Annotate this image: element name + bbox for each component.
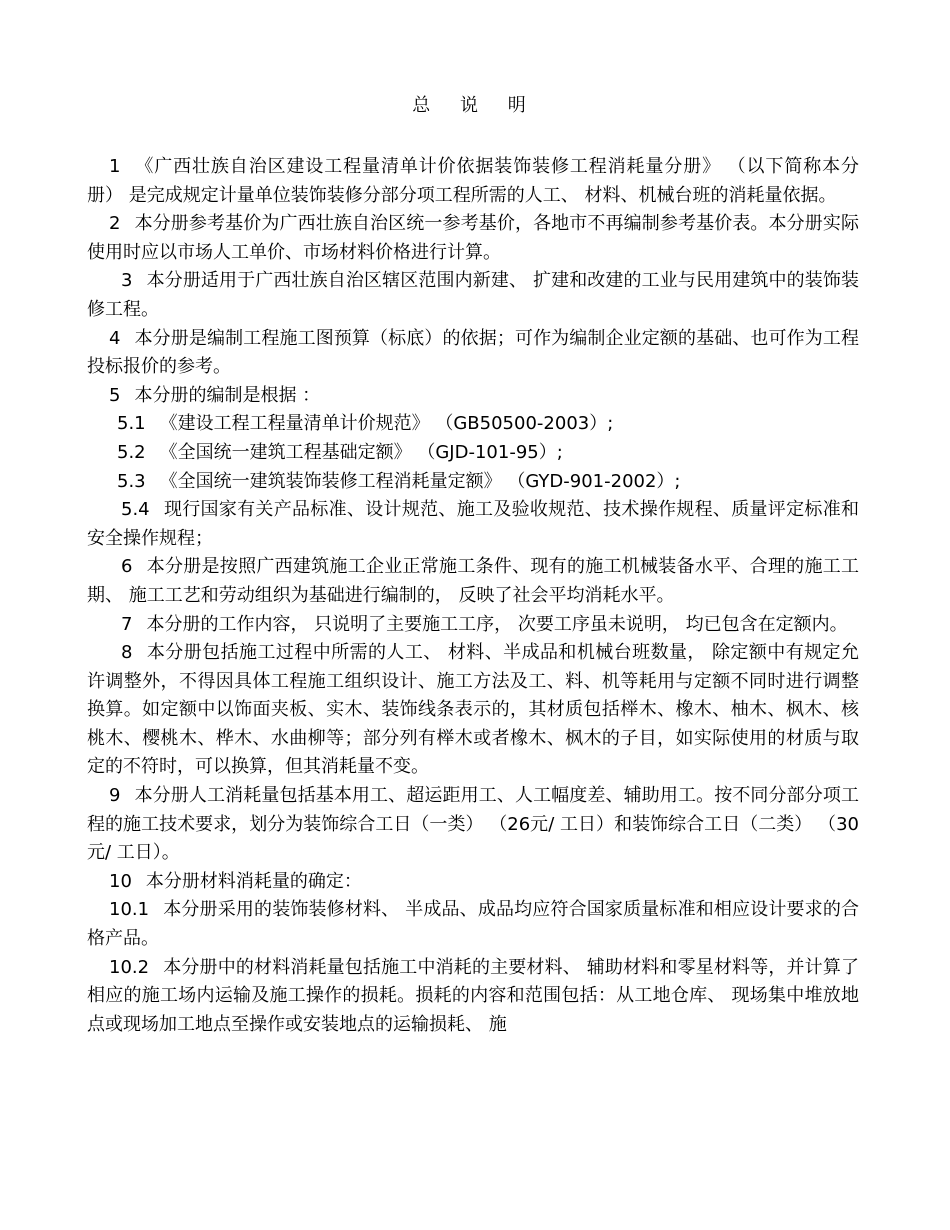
paragraph-number: 7 bbox=[121, 613, 133, 635]
paragraph-text: 本分册的编制是根据 ： bbox=[134, 384, 321, 406]
paragraph-number: 5.2 bbox=[117, 441, 146, 463]
document-body bbox=[87, 153, 859, 1039]
paragraph-6 bbox=[87, 553, 859, 610]
paragraph-text: 《全国统一建筑工程基础定额》 （GJD-101-95）; bbox=[159, 441, 563, 463]
paragraph-3 bbox=[87, 267, 859, 324]
paragraph-number: 10.1 bbox=[109, 899, 150, 921]
paragraph-number: 5.1 bbox=[117, 413, 146, 435]
paragraph-5-1 bbox=[87, 410, 859, 439]
paragraph-text: 本分册人工消耗量包括基本用工、超运距用工、人工幅度差、辅助用工。按不同分部分项工程的施工技术要求，划分为装饰综合工日（一类） （26元/ 工日）和装饰综合工日（二类） （30元/ 工日）。 bbox=[87, 785, 859, 864]
paragraph-text: 本分册是编制工程施工图预算（标底）的依据；可作为编制企业定额的基础、也可作为工程投标报价的参考。 bbox=[87, 327, 859, 378]
paragraph-text: 《广西壮族自治区建设工程量清单计价依据装饰装修工程消耗量分册》 （以下简称本分册） 是完成规定计量单位装饰装修分部分项工程所需的人工、 材料、机械台班的消耗量依据。 bbox=[87, 156, 859, 206]
paragraph-5 bbox=[87, 382, 859, 411]
paragraph-number: 5 bbox=[109, 384, 121, 406]
paragraph-text: 《建设工程工程量清单计价规范》 （GB50500-2003）; bbox=[159, 413, 614, 435]
paragraph-number: 6 bbox=[121, 556, 133, 578]
paragraph-text: 本分册材料消耗量的确定： bbox=[145, 870, 362, 892]
paragraph-number: 10 bbox=[109, 870, 132, 892]
page-title: 总 说 明 bbox=[412, 95, 538, 116]
paragraph-7 bbox=[87, 611, 859, 640]
paragraph-9 bbox=[87, 782, 859, 868]
paragraph-10-2 bbox=[87, 954, 859, 1040]
paragraph-10-1 bbox=[87, 896, 859, 953]
paragraph-number: 4 bbox=[109, 327, 121, 349]
paragraph-number: 2 bbox=[109, 213, 121, 235]
paragraph-number: 5.3 bbox=[117, 470, 146, 492]
paragraph-text: 本分册采用的装饰装修材料、 半成品、成品均应符合国家质量标准和相应设计要求的合格产品。 bbox=[87, 899, 859, 950]
paragraph-text: 现行国家有关产品标准、设计规范、施工及验收规范、技术操作规程、质量评定标准和安全操作规程； bbox=[87, 499, 859, 549]
paragraph-text: 《全国统一建筑装饰装修工程消耗量定额》 （GYD-901-2002）; bbox=[159, 470, 681, 492]
paragraph-text: 本分册适用于广西壮族自治区辖区范围内新建、 扩建和改建的工业与民用建筑中的装饰装修工程。 bbox=[87, 270, 859, 320]
paragraph-2 bbox=[87, 210, 859, 267]
paragraph-text: 本分册的工作内容， 只说明了主要施工工序， 次要工序虽未说明， 均已包含在定额内。 bbox=[146, 613, 848, 635]
paragraph-number: 8 bbox=[121, 642, 133, 664]
paragraph-5-4 bbox=[87, 496, 859, 553]
paragraph-text: 本分册包括施工过程中所需的人工、 材料、半成品和机械台班数量， 除定额中有规定允许调整外，不得因具体工程施工组织设计、施工方法及工、料、机等耗用与定额不同时进行调整换算。如定额中以饰面夹板、实木、装饰线条表示的，其材质包括榉木、橡木、柚木、枫木、核桃木、樱桃木、桦木、水曲柳等；部分列有榉木或者橡木、枫木的子目，如实际使用的材质与取定的不符时，可以换算，但其消耗量不变。 bbox=[87, 642, 859, 778]
paragraph-text: 本分册中的材料消耗量包括施工中消耗的主要材料、 辅助材料和零星材料等，并计算了相应的施工场内运输及施工操作的损耗。损耗的内容和范围包括：从工地仓库、 现场集中堆放地点或现场加工地点至操作或安装地点的运输损耗、 施 bbox=[87, 956, 859, 1035]
paragraph-text: 本分册参考基价为广西壮族自治区统一参考基价，各地市不再编制参考基价表。本分册实际使用时应以市场人工单价、市场材料价格进行计算。 bbox=[87, 213, 859, 263]
paragraph-1 bbox=[87, 153, 859, 210]
paragraph-number: 10.2 bbox=[109, 956, 150, 978]
paragraph-number: 3 bbox=[121, 270, 133, 292]
paragraph-number: 1 bbox=[109, 156, 121, 177]
paragraph-5-2 bbox=[87, 439, 859, 468]
paragraph-4 bbox=[87, 325, 859, 382]
paragraph-8 bbox=[87, 639, 859, 782]
paragraph-number: 9 bbox=[109, 785, 121, 807]
paragraph-number: 5.4 bbox=[121, 499, 150, 521]
paragraph-10 bbox=[87, 868, 859, 897]
paragraph-5-3 bbox=[87, 468, 859, 497]
paragraph-text: 本分册是按照广西建筑施工企业正常施工条件、现有的施工机械装备水平、合理的施工工期、 施工工艺和劳动组织为基础进行编制的， 反映了社会平均消耗水平。 bbox=[87, 556, 859, 606]
